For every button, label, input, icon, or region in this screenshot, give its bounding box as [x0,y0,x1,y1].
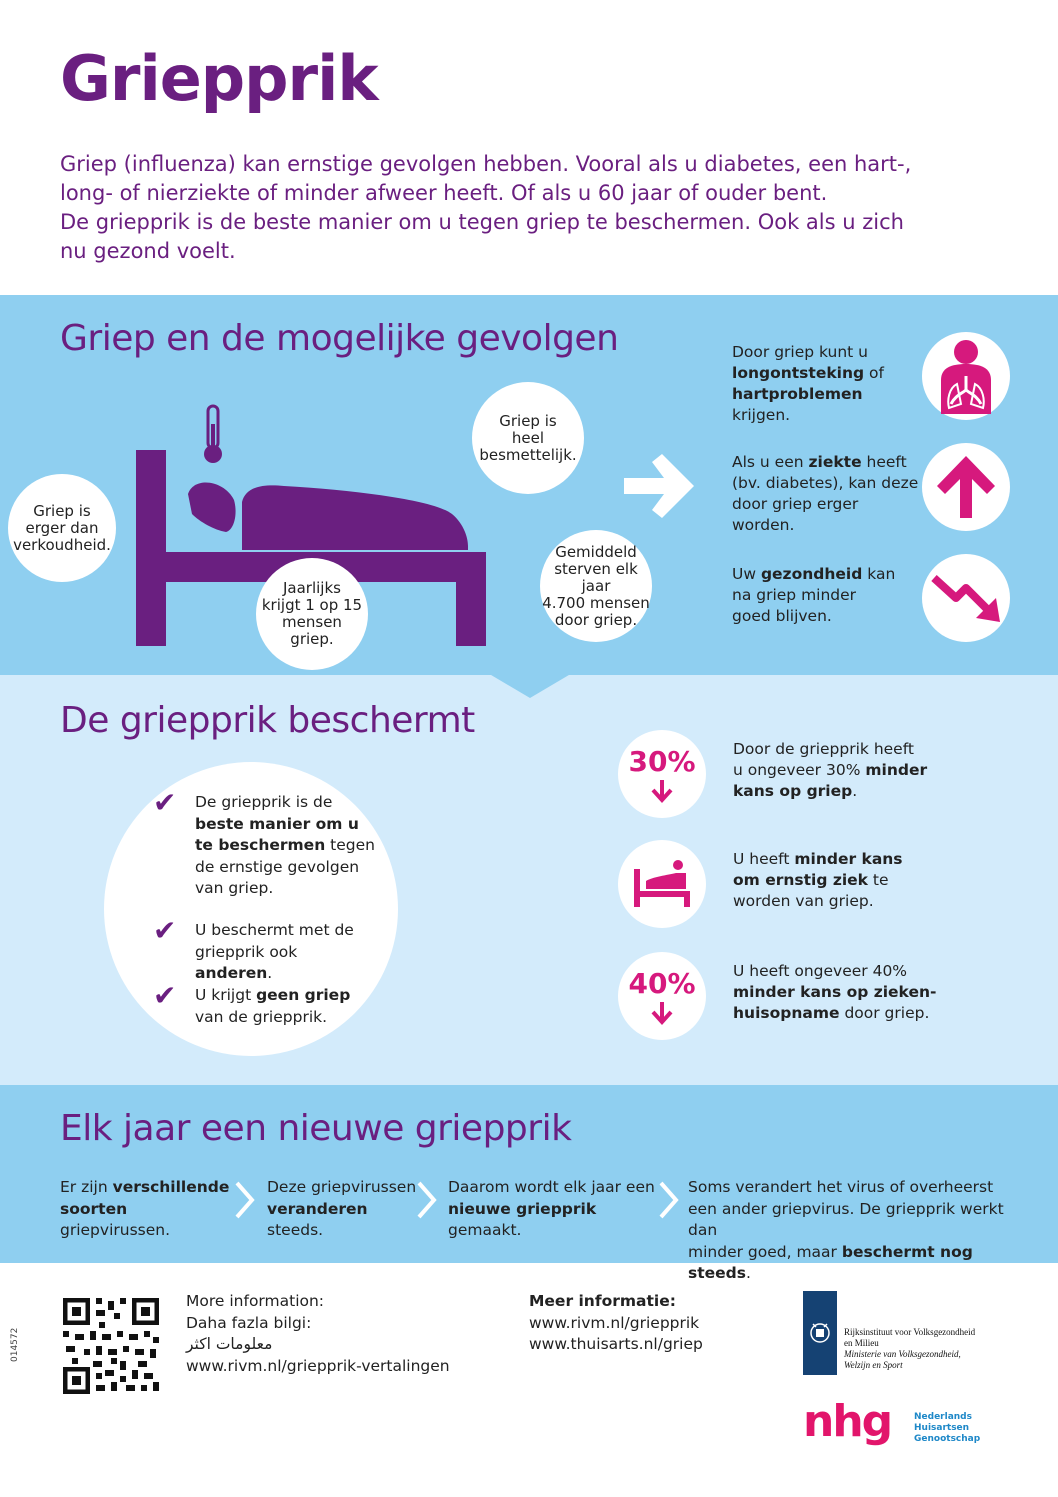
bubble-deaths [540,530,652,642]
bed-icon [618,840,706,928]
benefit-text [733,739,933,802]
intro-line: nu gezond voelt. [60,239,236,263]
consequence-illness-text [732,452,922,536]
consequence-bold: ziekte [808,453,862,471]
footer-label: Meer informatie: [529,1292,676,1310]
logo-line: en Milieu [844,1338,879,1348]
step-bold: soorten [60,1199,128,1218]
bubble-line: door griep. [554,610,638,629]
consequence-bold: hartproblemen [732,385,863,403]
bubble-line: griep. [290,630,334,648]
check-bold: beste manier om u [195,814,359,833]
checkmark-icon: ✔ [153,786,177,819]
benefit-text [733,961,953,1024]
percentage-value: 40% [628,966,696,1000]
benefit-bold: om ernstig ziek [733,871,868,889]
bubble-line: mensen [282,613,342,631]
logo-line: Ministerie van Volksgezondheid, [844,1349,961,1359]
bubble-line: erger dan [25,518,99,537]
consequence-text: Uw [732,565,761,583]
logo-line: Rijksinstituut voor Volksgezondheid [844,1327,976,1337]
consequence-text: Door griep kunt u [732,343,868,361]
translations-info [186,1291,486,1377]
bubble-line: Griep is [499,411,557,430]
step-text: Er zijn [60,1178,113,1196]
section3-title: Elk jaar een nieuwe griepprik [60,1108,572,1149]
check-bold: anderen [195,964,268,982]
step-text: gemaakt. [448,1221,522,1239]
check-text: van griep. [195,879,274,897]
consequence-text: door griep erger worden. [732,495,859,534]
step-text: minder goed, maar [688,1242,842,1261]
bubble-line: heel [511,428,545,447]
lungs-icon [922,332,1010,420]
intro-text [60,150,912,266]
intro-line: De griepprik is de beste manier om u tegen griep te beschermen. Ook als u zich [60,210,904,234]
bubble-line: sterven elk jaar [554,559,638,595]
consequence-text: goed blijven. [732,607,832,625]
bubble-yearly-cases [256,558,368,670]
benefit-bold: minder [865,761,928,779]
check-bold: geen griep [256,986,351,1004]
step-text: . [745,1264,751,1282]
bubble-contagious [472,382,584,494]
benefit-bold: kans op griep [733,782,853,800]
crest-icon [807,1320,833,1346]
logo-line: Nederlands [914,1412,972,1422]
check-text: De griepprik is de [195,793,333,811]
chevron-right-icon [234,1180,256,1220]
benefit-line: U heeft [733,850,795,868]
benefit-line: U heeft ongeveer 40% [733,962,908,980]
consequence-text: heeft [861,453,907,471]
arrow-right-icon [620,450,698,522]
bubble-line: Gemiddeld [555,542,637,561]
step-text: griepvirussen. [60,1221,171,1239]
nhg-logo-text [914,1412,980,1445]
logo-line: Huisartsen [914,1423,970,1433]
check-item [153,914,375,985]
logo-line: Genootschap [914,1434,981,1444]
rivm-link[interactable]: www.rivm.nl/griepprik [529,1313,700,1332]
logo-line: Welzijn en Sport [844,1360,903,1370]
reduction-40-badge [618,952,706,1040]
check-bold: te beschermen [195,836,326,854]
benefit-bold: minder kans op zieken- [733,983,937,1001]
translations-link[interactable]: www.rivm.nl/griepprik-vertalingen [186,1356,450,1375]
step-bold: beschermt nog steeds [688,1242,973,1282]
consequence-text: krijgen. [732,406,791,424]
check-item [153,979,375,1028]
arrow-down-icon [649,1000,675,1026]
step-bold: veranderen [267,1199,368,1218]
step-item [60,1177,230,1242]
step-bold: verschillende [112,1178,230,1196]
consequence-text: of [864,364,884,382]
consequence-bold: longontsteking [732,364,865,382]
bubble-line: Jaarlijks [283,579,341,597]
benefit-line: u ongeveer 30% [733,761,866,779]
step-text: Daarom wordt elk jaar een [448,1178,655,1196]
rijksoverheid-logo [803,1291,837,1375]
bubble-line: 4.700 mensen [542,593,650,612]
bubble-line: besmettelijk. [479,445,577,464]
check-text: U beschermt met de [195,921,354,939]
benefit-bold: minder kans [794,850,903,868]
intro-line: long- of nierziekte of minder afweer heeft. Of als u 60 jaar of ouder bent. [60,181,828,205]
check-text: de ernstige gevolgen [195,857,360,876]
arrow-down-icon [649,778,675,804]
step-text: Soms verandert het virus of overheerst [688,1178,994,1196]
step-text: een ander griepvirus. De griepprik werkt dan [688,1199,1004,1239]
benefit-line: te [867,871,889,889]
step-item [688,1177,1028,1285]
check-text: tegen [325,836,375,854]
checkmark-icon: ✔ [153,914,177,947]
consequence-text: na griep minder [732,586,857,604]
consequence-bold: gezondheid [760,565,863,583]
section2-title: De griepprik beschermt [60,700,475,741]
benefit-line: door griep. [839,1004,930,1022]
nhg-logo: nhg [803,1396,892,1447]
bubble-line: verkoudheid. [13,535,111,554]
step-bold: nieuwe griepprik [448,1199,597,1218]
consequence-lungs-text [732,342,912,426]
section1-title: Griep en de mogelijke gevolgen [60,318,619,359]
rivm-logo-text [844,1327,1024,1371]
footer-label: More information: [186,1292,325,1310]
check-text: van de griepprik. [195,1007,328,1026]
reduction-30-badge [618,730,706,818]
consequence-text: kan [862,565,896,583]
page-title: Griepprik [60,42,378,115]
bubble-line: krijgt 1 op 15 [261,596,363,614]
checkmark-icon: ✔ [153,979,177,1012]
step-text: Deze griepvirussen [267,1178,417,1196]
benefit-text [733,849,933,912]
document-code: 014572 [10,1327,20,1362]
qr-code[interactable] [60,1295,162,1397]
step-item [448,1177,658,1242]
benefit-bold: huisopname [733,1004,840,1022]
consequence-text: Als u een [732,453,809,471]
footer-label: Daha fazla bilgi: [186,1313,312,1332]
more-info [529,1291,749,1356]
check-text: . [267,964,273,982]
footer-label-arabic: معلومات اكثر [186,1335,273,1353]
bubble-line: Griep is [33,501,91,520]
thuisarts-link[interactable]: www.thuisarts.nl/griep [529,1335,703,1353]
chevron-right-icon [416,1180,438,1220]
benefit-line: . [852,782,858,800]
consequence-health-text [732,564,912,627]
check-text: griepprik ook [195,942,298,961]
check-item [153,786,375,900]
bubble-worse-than-cold [8,474,116,582]
check-text: U krijgt [195,986,257,1004]
chevron-right-icon [658,1180,680,1220]
step-text: steeds. [267,1221,324,1239]
trend-down-icon [922,554,1010,642]
benefit-line: Door de griepprik heeft [733,740,914,758]
intro-line: Griep (influenza) kan ernstige gevolgen hebben. Vooral als u diabetes, een hart-, [60,152,912,176]
arrow-up-icon [922,443,1010,531]
consequence-text: (bv. diabetes), kan deze [732,474,919,492]
percentage-value: 30% [628,744,696,778]
step-item [267,1177,417,1242]
benefit-line: worden van griep. [733,892,874,910]
section-notch [486,672,574,698]
